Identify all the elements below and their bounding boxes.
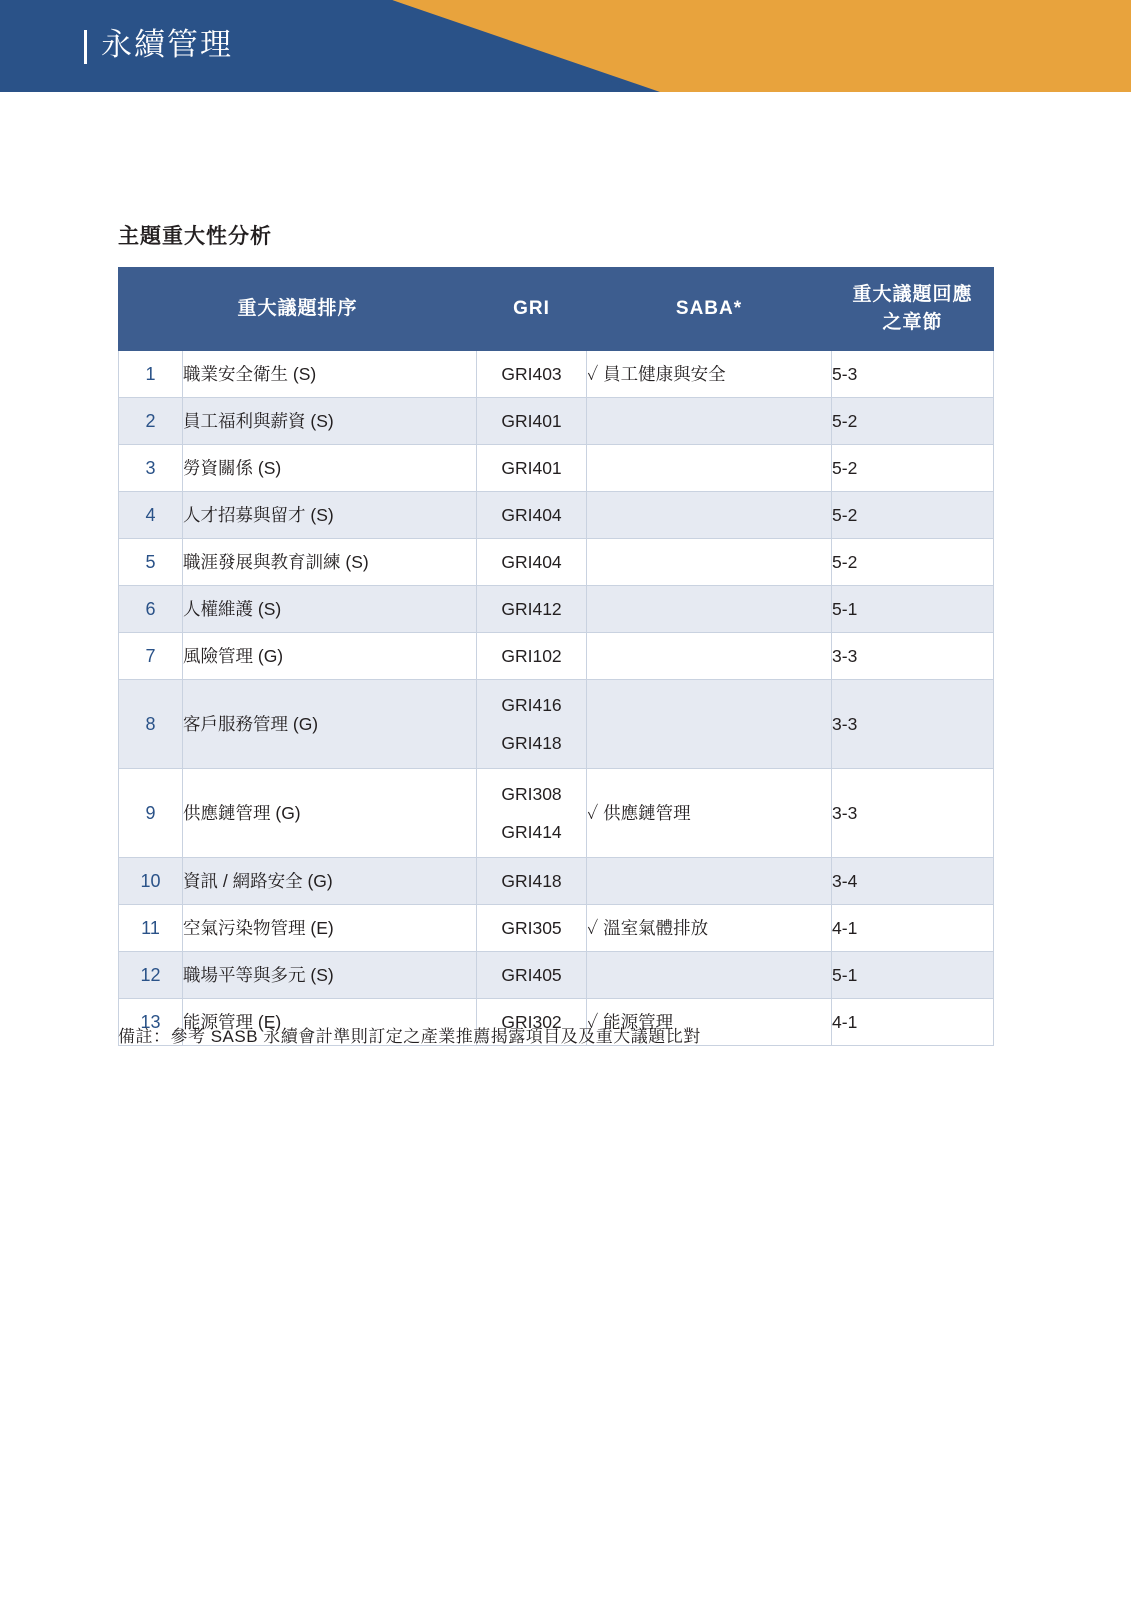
materiality-table xyxy=(118,267,994,1046)
page-header-banner xyxy=(0,0,1131,92)
gri-code: GRI401 xyxy=(501,457,562,478)
gri-code: GRI305 xyxy=(501,917,562,938)
footnote: 備註：參考 SASB 永續會計準則訂定之產業推薦揭露項目及及重大議題比對 xyxy=(118,1027,701,1046)
cell-gri xyxy=(477,633,587,680)
cell-rank: 5 xyxy=(119,539,183,586)
table-row xyxy=(119,905,994,952)
table-row xyxy=(119,680,994,769)
cell-gri xyxy=(477,351,587,398)
table-row xyxy=(119,492,994,539)
column-header-rank: 重大議題排序 xyxy=(119,268,477,351)
cell-saba xyxy=(587,586,832,633)
gri-code: GRI418 xyxy=(501,733,562,753)
cell-topic: 供應鏈管理 (G) xyxy=(183,769,477,858)
cell-topic: 資訊 / 網路安全 (G) xyxy=(183,858,477,905)
cell-saba xyxy=(587,492,832,539)
cell-gri xyxy=(477,905,587,952)
cell-chapter: 5-1 xyxy=(832,952,994,999)
column-header-saba: SABA* xyxy=(587,268,832,351)
cell-saba: ✓ 溫室氣體排放 xyxy=(587,905,832,952)
cell-rank: 9 xyxy=(119,769,183,858)
table-row xyxy=(119,858,994,905)
cell-chapter: 5-2 xyxy=(832,445,994,492)
gri-code: GRI404 xyxy=(501,551,562,572)
cell-saba: ✓ 供應鏈管理 xyxy=(587,769,832,858)
gri-code: GRI418 xyxy=(501,870,562,891)
gri-code: GRI414 xyxy=(501,822,562,842)
cell-saba xyxy=(587,539,832,586)
cell-gri xyxy=(477,445,587,492)
cell-chapter: 5-2 xyxy=(832,492,994,539)
gri-code: GRI302 xyxy=(501,1011,562,1032)
cell-saba xyxy=(587,633,832,680)
cell-saba xyxy=(587,398,832,445)
cell-gri xyxy=(477,680,587,769)
cell-topic: 職涯發展與教育訓練 (S) xyxy=(183,539,477,586)
table-row xyxy=(119,539,994,586)
cell-gri xyxy=(477,769,587,858)
section-title: 主題重大性分析 xyxy=(118,225,272,248)
cell-rank: 11 xyxy=(119,905,183,952)
cell-rank: 6 xyxy=(119,586,183,633)
cell-rank: 3 xyxy=(119,445,183,492)
cell-gri xyxy=(477,398,587,445)
table-header-row xyxy=(119,268,994,351)
cell-gri xyxy=(477,539,587,586)
cell-rank: 1 xyxy=(119,351,183,398)
cell-saba xyxy=(587,858,832,905)
gri-code: GRI401 xyxy=(501,410,562,431)
column-header-chapter xyxy=(832,268,994,351)
cell-topic: 空氣污染物管理 (E) xyxy=(183,905,477,952)
cell-topic: 員工福利與薪資 (S) xyxy=(183,398,477,445)
cell-gri xyxy=(477,858,587,905)
cell-chapter: 5-2 xyxy=(832,398,994,445)
cell-chapter: 5-2 xyxy=(832,539,994,586)
cell-chapter: 3-3 xyxy=(832,633,994,680)
header-title-group xyxy=(84,28,233,64)
cell-saba: ✓ 員工健康與安全 xyxy=(587,351,832,398)
gri-code: GRI412 xyxy=(501,598,562,619)
cell-rank: 10 xyxy=(119,858,183,905)
cell-rank: 13 xyxy=(119,999,183,1046)
cell-topic: 人才招募與留才 (S) xyxy=(183,492,477,539)
gri-code: GRI405 xyxy=(501,964,562,985)
gri-code: GRI102 xyxy=(501,645,562,666)
gri-code: GRI403 xyxy=(501,363,562,384)
cell-rank: 4 xyxy=(119,492,183,539)
cell-chapter: 3-3 xyxy=(832,769,994,858)
gri-code: GRI404 xyxy=(501,504,562,525)
gri-code: GRI308 xyxy=(501,784,562,804)
cell-rank: 12 xyxy=(119,952,183,999)
cell-topic: 職場平等與多元 (S) xyxy=(183,952,477,999)
cell-saba xyxy=(587,680,832,769)
cell-saba xyxy=(587,952,832,999)
column-header-chapter-line1: 重大議題回應 xyxy=(852,284,973,305)
table-row xyxy=(119,952,994,999)
table-body xyxy=(119,351,994,1046)
cell-topic: 能源管理 (E) xyxy=(183,999,477,1046)
cell-chapter: 3-3 xyxy=(832,680,994,769)
cell-gri xyxy=(477,586,587,633)
cell-topic: 客戶服務管理 (G) xyxy=(183,680,477,769)
cell-topic: 勞資關係 (S) xyxy=(183,445,477,492)
cell-topic: 人權維護 (S) xyxy=(183,586,477,633)
cell-gri xyxy=(477,952,587,999)
cell-topic: 職業安全衛生 (S) xyxy=(183,351,477,398)
table-row xyxy=(119,769,994,858)
header-title: 永續管理 xyxy=(101,27,233,62)
cell-saba xyxy=(587,445,832,492)
gri-code: GRI416 xyxy=(501,695,562,715)
column-header-gri: GRI xyxy=(477,268,587,351)
cell-rank: 2 xyxy=(119,398,183,445)
table-row xyxy=(119,351,994,398)
title-tick-mark-icon xyxy=(84,30,87,64)
table-row xyxy=(119,633,994,680)
cell-chapter: 5-1 xyxy=(832,586,994,633)
cell-saba: ✓ 能源管理 xyxy=(587,999,832,1046)
table-row xyxy=(119,398,994,445)
cell-topic: 風險管理 (G) xyxy=(183,633,477,680)
cell-gri xyxy=(477,492,587,539)
cell-rank: 7 xyxy=(119,633,183,680)
cell-rank: 8 xyxy=(119,680,183,769)
table-row xyxy=(119,586,994,633)
cell-chapter: 3-4 xyxy=(832,858,994,905)
cell-chapter: 5-3 xyxy=(832,351,994,398)
column-header-chapter-line2: 之章節 xyxy=(882,312,943,333)
cell-chapter: 4-1 xyxy=(832,905,994,952)
cell-chapter: 4-1 xyxy=(832,999,994,1046)
table-row xyxy=(119,445,994,492)
